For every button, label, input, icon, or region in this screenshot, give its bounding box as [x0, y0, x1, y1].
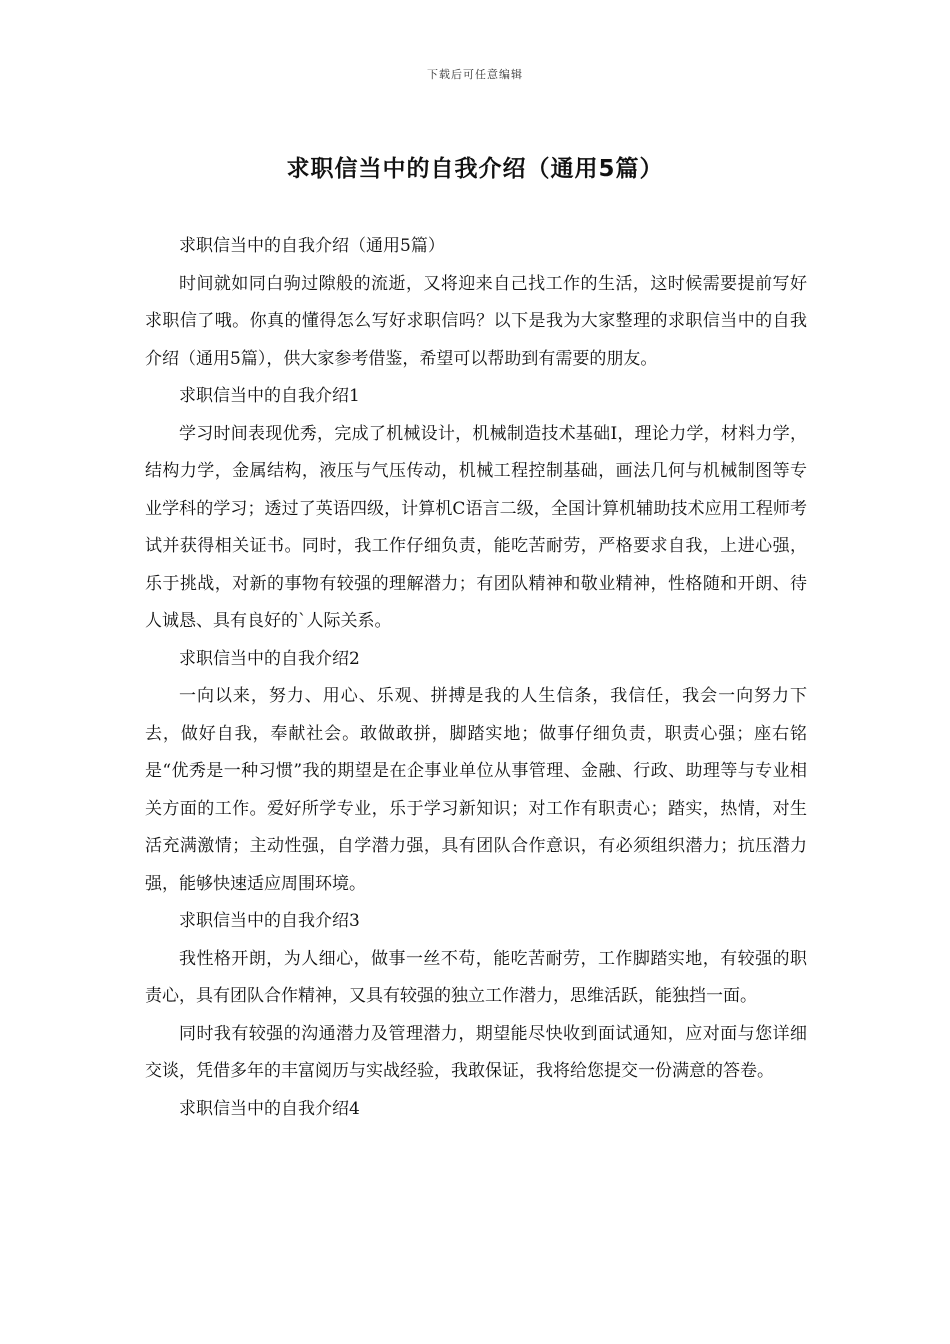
section-body-3b: 同时我有较强的沟通潜力及管理潜力，期望能尽快收到面试通知，应对面与您详细交谈，凭借多年的丰富阅历与实战经验，我敢保证，我将给您提交一份满意的答卷。: [145, 1023, 807, 1081]
subtitle-paragraph: 求职信当中的自我介绍（通用5篇）: [179, 236, 445, 256]
section-body-2: 一向以来，努力、用心、乐观、拼搏是我的人生信条，我信任，我会一向努力下去，做好自我，奉献社会。敢做敢拼，脚踏实地；做事仔细负责，职责心强；座右铭是“优秀是一种习惯”我的期望是在企事业单位从事管理、金融、行政、助理等与专业相关方面的工作。爱好所学专业，乐于学习新知识；对工作有职责心；踏实，热情，对生活充满激情；主动性强，自学潜力强，具有团队合作意识，有必须组织潜力；抗压潜力强，能够快速适应周围环境。: [145, 686, 807, 894]
section-body-3: 我性格开朗，为人细心，做事一丝不苟，能吃苦耐劳，工作脚踏实地，有较强的职责心，具有团队合作精神，又具有较强的独立工作潜力，思维活跃，能独挡一面。: [145, 948, 807, 1006]
section-heading-3: 求职信当中的自我介绍3: [179, 911, 360, 931]
section-body-1: 学习时间表现优秀，完成了机械设计，机械制造技术基础Ⅰ，理论力学，材料力学，结构力学，金属结构，液压与气压传动，机械工程控制基础，画法几何与机械制图等专业学科的学习；透过了英语四级，计算机C语言二级，全国计算机辅助技术应用工程师考试并获得相关证书。同时，我工作仔细负责，能吃苦耐劳，严格要求自我，上进心强，乐于挑战，对新的事物有较强的理解潜力；有团队精神和敬业精神，性格随和开朗、待人诚恳、具有良好的`人际关系。: [145, 423, 807, 631]
section-heading-1: 求职信当中的自我介绍1: [179, 386, 360, 406]
header-note: 下载后可任意编辑: [427, 68, 523, 81]
document-title: 求职信当中的自我介绍（通用5篇）: [286, 156, 664, 182]
intro-paragraph: 时间就如同白驹过隙般的流逝，又将迎来自己找工作的生活，这时候需要提前写好求职信了哦。你真的懂得怎么写好求职信吗？以下是我为大家整理的求职信当中的自我介绍（通用5篇），供大家参考借鉴，希望可以帮助到有需要的朋友。: [145, 273, 807, 369]
document-body: [145, 228, 807, 1128]
section-heading-2: 求职信当中的自我介绍2: [179, 648, 360, 669]
section-heading-4: 求职信当中的自我介绍4: [179, 1098, 360, 1119]
